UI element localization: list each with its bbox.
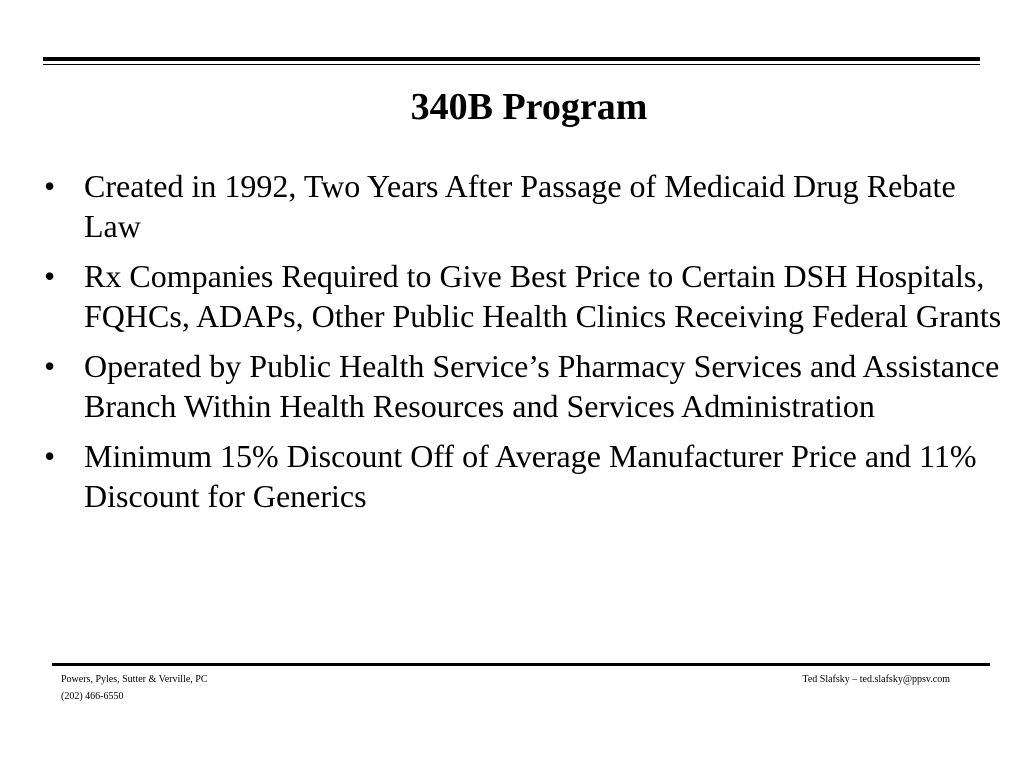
bullet-item	[44, 166, 1004, 246]
slide-title: 340B Program	[410, 86, 648, 128]
bullet-text: Minimum 15% Discount Off of Average Manufacturer Price and 11% Discount for Generics	[84, 438, 977, 514]
footer-rule	[52, 663, 990, 666]
header-rule-thick	[43, 57, 980, 61]
bullet-text: Rx Companies Required to Give Best Price to Certain DSH Hospitals, FQHCs, ADAPs, Other Public Health Clinics Receiving Federal Grants	[84, 258, 1002, 334]
bullet-marker: •	[44, 168, 56, 204]
bullet-text: Operated by Public Health Service’s Pharmacy Services and Assistance Branch Within Health Resources and Services Administration	[84, 348, 1000, 424]
bullet-item	[44, 436, 1004, 516]
footer-contact: Ted Slafsky – ted.slafsky@ppsv.com	[802, 674, 950, 685]
footer-firm-name: Powers, Pyles, Sutter & Verville, PC	[61, 674, 208, 685]
bullet-item	[44, 346, 1004, 426]
bullet-marker: •	[44, 258, 56, 294]
bullet-text: Created in 1992, Two Years After Passage of Medicaid Drug Rebate Law	[84, 168, 956, 244]
footer-phone: (202) 466-6550	[61, 691, 124, 702]
bullet-item	[44, 256, 1004, 336]
bullet-list	[44, 166, 1004, 526]
bullet-marker: •	[44, 348, 56, 384]
bullet-marker: •	[44, 438, 56, 474]
header-rule-thin	[43, 64, 980, 65]
